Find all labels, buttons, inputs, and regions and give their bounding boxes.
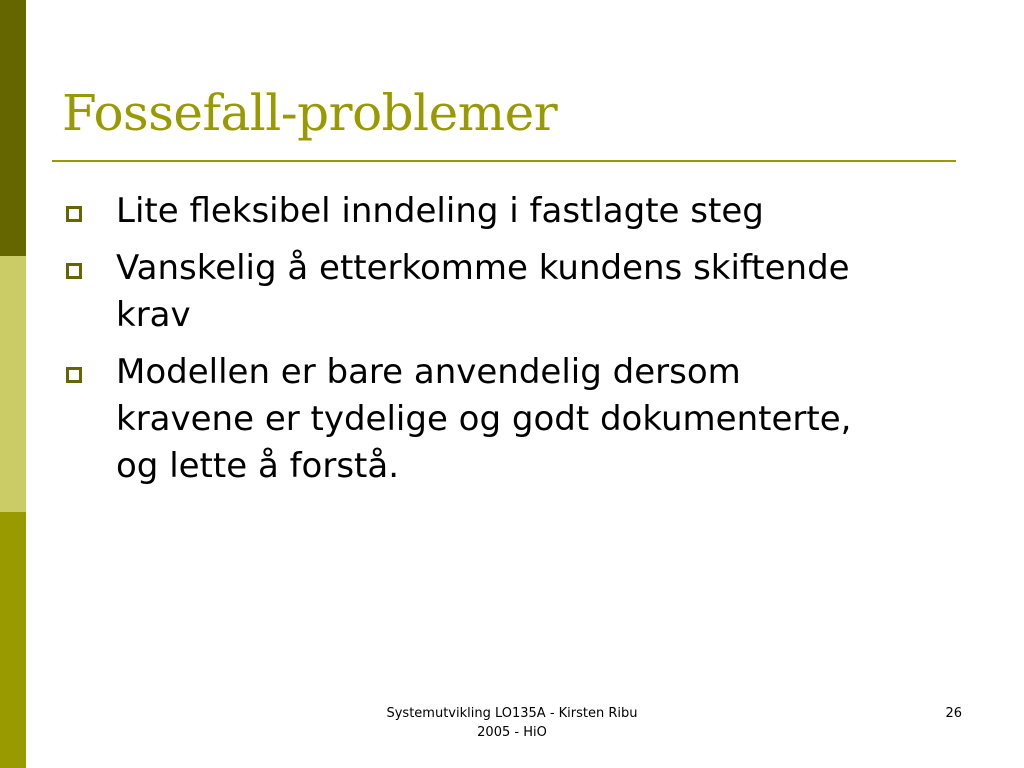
footer-line-1: Systemutvikling LO135A - Kirsten Ribu (386, 706, 638, 721)
page-number: 26 (945, 706, 962, 721)
bullet-text: Vanskelig å etterkomme kundens skiftende krav (116, 248, 850, 335)
slide-title: Fossefall-problemer (62, 84, 558, 142)
bullet-text: Modellen er bare anvendelig dersom kravene er tydelige og godt dokumenterte, og lette å forstå. (116, 352, 852, 486)
side-band-middle (0, 256, 26, 512)
bullet-item (62, 245, 882, 339)
bullet-list (62, 188, 882, 500)
footer-text (362, 704, 662, 742)
bullet-item (62, 349, 882, 490)
bullet-item (62, 188, 882, 235)
side-band-top (0, 0, 26, 256)
side-band-bottom (0, 512, 26, 768)
square-bullet-icon (66, 206, 82, 222)
bullet-text: Lite fleksibel inndeling i fastlagte steg (116, 191, 764, 231)
title-divider (52, 160, 956, 162)
square-bullet-icon (66, 367, 82, 383)
footer-line-2: 2005 - HiO (477, 725, 547, 740)
square-bullet-icon (66, 263, 82, 279)
